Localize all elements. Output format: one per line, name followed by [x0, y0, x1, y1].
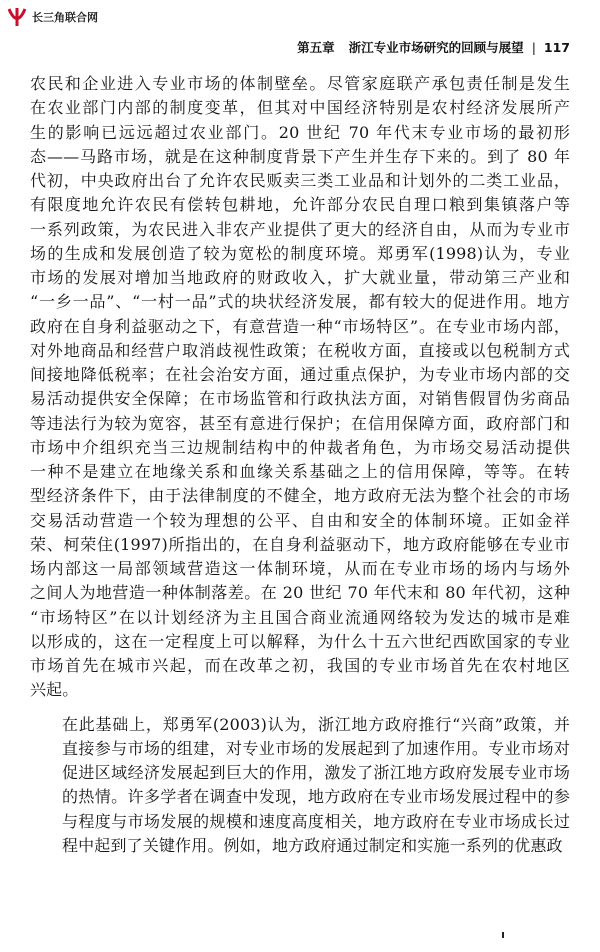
text-line: 市场的发展对增加当地政府的财政收入，扩大就业量，带动第三产业和 — [30, 268, 570, 287]
text-line: 场内部这一局部领域营造这一体制环境，从而在专业市场的场内与场外 — [30, 559, 570, 578]
text-line: 促进区域经济发展起到巨大的作用，激发了浙江地方政府发展专业市场 — [62, 763, 570, 782]
page-mark — [502, 932, 504, 938]
logo-text: 长三角联合网 — [32, 11, 98, 24]
page-number: 117 — [543, 39, 570, 55]
text-line: 在农业部门内部的制度变革，但其对中国经济特别是农村经济发展所产 — [30, 98, 570, 118]
text-line: 有限度地允许农民有偿转包耕地，允许部分农民自理口粮到集镇落户等 — [30, 195, 570, 215]
text-line: 市场中介组织充当三边规制结构中的仲裁者角色，为市场交易活动提供 — [30, 437, 570, 457]
text-line: 生的影响已远远超过农业部门。20 世纪 70 年代末专业市场的最初形 — [30, 122, 570, 142]
text-line: 之间人为地营造一种体制落差。在 20 世纪 70 年代末和 80 年代初，这种 — [30, 583, 570, 603]
text-line: 兴起。 — [30, 680, 79, 700]
text-line: 荣、柯荣住(1997)所指出的，在自身利益驱动下，地方政府能够在专业市 — [30, 534, 570, 554]
text-line: 场的生成和发展创造了较为宽松的制度环境。郑勇军(1998)认为，专业 — [30, 243, 570, 263]
chapter-label: 第五章 — [297, 40, 335, 55]
text-line: 直接参与市场的组建，对专业市场的发展起到了加速作用。专业市场对 — [62, 738, 570, 758]
text-line: 代初，中央政府出台了允许农民贩卖三类工业品和计划外的二类工业品， — [30, 171, 570, 190]
text-line: 交易活动营造一个较为理想的公平、自由和安全的体制环境。正如金祥 — [30, 510, 570, 530]
text-line: 政府在自身利益驱动之下，有意营造一种“市场特区”。在专业市场内部， — [30, 316, 570, 336]
logo-mark-icon — [6, 6, 28, 28]
paragraph — [30, 72, 570, 703]
text-line: 与程度与市场发展的规模和速度高度相关，地方政府在专业市场成长过 — [62, 811, 570, 831]
text-line: 间接地降低税率；在社会治安方面，通过重点保护，为专业市场内部的交 — [30, 365, 570, 384]
text-line: “一乡一品”、“一村一品”式的块状经济发展，都有较大的促进作用。地方 — [30, 292, 570, 312]
text-line: “市场特区”在以计划经济为主且国合商业流通网络较为发达的城市是难 — [30, 607, 570, 627]
text-line: 市场首先在城市兴起，而在改革之初，我国的专业市场首先在农村地区 — [30, 656, 570, 675]
text-line: 一系列政策，为农民进入非农产业提供了更大的经济自由，从而为专业市 — [30, 219, 570, 239]
text-line: 程中起到了关键作用。例如，地方政府通过制定和实施一系列的优惠政 — [62, 835, 563, 855]
text-line: 在此基础上，郑勇军(2003)认为，浙江地方政府推行“兴商”政策，并 — [62, 714, 570, 734]
text-line: 以形成的，这在一定程度上可以解释，为什么十五六世纪西欧国家的专业 — [30, 631, 570, 651]
site-logo[interactable] — [6, 6, 98, 28]
text-line: 等违法行为较为宽容，甚至有意进行保护；在信用保障方面，政府部门和 — [30, 413, 570, 433]
paragraph-gap — [30, 703, 570, 713]
text-line: 态——马路市场，就是在这种制度背景下产生并生存下来的。到了 80 年 — [30, 146, 570, 166]
text-line: 的热情。许多学者在调查中发现，地方政府在专业市场发展过程中的参 — [62, 787, 570, 807]
text-line: 一种不是建立在地缘关系和血缘关系基础之上的信用保障，等等。在转 — [30, 462, 570, 481]
header-separator: | — [531, 39, 536, 55]
text-line: 农民和企业进入专业市场的体制壁垒。尽管家庭联产承包责任制是发生 — [30, 74, 570, 93]
running-head — [297, 38, 570, 56]
chapter-title: 浙江专业市场研究的回顾与展望 — [348, 40, 524, 55]
text-line: 型经济条件下，由于法律制度的不健全，地方政府无法为整个社会的市场 — [30, 486, 570, 506]
text-line: 对外地商品和经营户取消歧视性政策；在税收方面，直接或以包税制方式 — [30, 340, 570, 360]
paragraph — [30, 713, 570, 859]
text-line: 易活动提供安全保障；在市场监管和行政执法方面，对销售假冒伪劣商品 — [30, 389, 570, 409]
body-text — [30, 72, 570, 858]
